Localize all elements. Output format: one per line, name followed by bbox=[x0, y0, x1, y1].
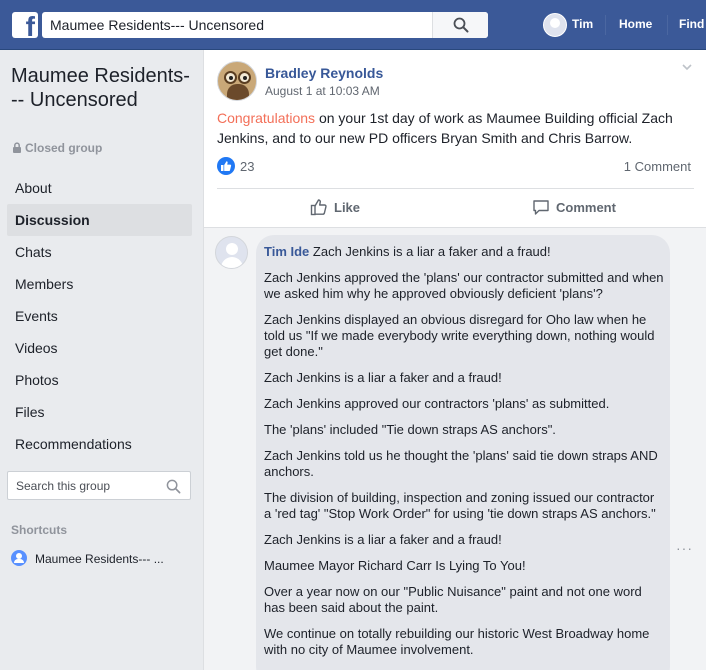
sidebar-item-events[interactable]: Events bbox=[15, 308, 58, 324]
comment-line: Zach Jenkins is a liar a faker and a fraud! bbox=[309, 244, 551, 259]
nav-profile-link[interactable]: Tim bbox=[572, 17, 594, 31]
comment-paragraph: Zach Jenkins approved the 'plans' our contractor submitted and when we asked him why he approved obviously deficient 'plans'? bbox=[264, 270, 664, 301]
comment-icon bbox=[532, 198, 550, 216]
nav-divider bbox=[667, 15, 668, 35]
chevron-down-icon[interactable] bbox=[681, 61, 693, 73]
search-icon[interactable] bbox=[166, 479, 181, 494]
comment-paragraph: Maumee Mayor Richard Carr Is Lying To You! bbox=[264, 558, 526, 573]
nav-home-link[interactable]: Home bbox=[619, 17, 653, 31]
comment-paragraph: Zach Jenkins is a liar a faker and a fraud! bbox=[264, 370, 502, 385]
search-icon bbox=[453, 17, 469, 33]
shortcut-label: Maumee Residents--- ... bbox=[35, 552, 164, 566]
sidebar-item-photos[interactable]: Photos bbox=[15, 372, 59, 388]
comment-paragraph: Zach Jenkins told us he thought the 'plans' said tie down straps AND anchors. bbox=[264, 448, 658, 479]
sidebar-item-chats[interactable]: Chats bbox=[15, 244, 52, 260]
nav-find-link[interactable]: Find bbox=[679, 17, 705, 31]
owl-body bbox=[227, 84, 249, 101]
owl-eye bbox=[238, 71, 251, 84]
owl-eye bbox=[224, 71, 237, 84]
group-privacy-label: Closed group bbox=[25, 141, 103, 155]
comment-paragraph: The division of building, inspection and zoning issued our contractor a 'red tag' "Stop Work Order" for using 'tie down straps AS anchors." bbox=[264, 490, 656, 521]
post-body bbox=[217, 108, 697, 148]
post-text: on your 1st day of work as Maumee Building official Zach Jenkins, and to our new PD officers Bryan Smith and Chris Barrow. bbox=[217, 110, 673, 146]
group-search-input[interactable] bbox=[7, 471, 191, 500]
group-search-placeholder: Search this group bbox=[16, 479, 111, 493]
comment-body bbox=[264, 244, 664, 668]
comment-paragraph: We continue on totally rebuilding our historic West Broadway home with no city of Maumee involvement. bbox=[264, 626, 650, 657]
group-privacy bbox=[12, 141, 102, 155]
nav-divider bbox=[605, 15, 606, 35]
sidebar-item-members[interactable]: Members bbox=[15, 276, 74, 292]
like-label: Like bbox=[334, 200, 361, 215]
facebook-logo-icon[interactable]: f bbox=[12, 12, 38, 38]
comment-count[interactable]: 1 Comment bbox=[623, 159, 691, 174]
sidebar-item-files[interactable]: Files bbox=[15, 404, 45, 420]
comment-paragraph: The 'plans' included "Tie down straps AS anchors". bbox=[264, 422, 556, 437]
group-title[interactable]: Maumee Residents--- Uncensored bbox=[11, 65, 190, 111]
user-avatar[interactable] bbox=[543, 13, 567, 37]
shortcut-group-link[interactable] bbox=[11, 550, 164, 566]
reaction-summary[interactable] bbox=[217, 157, 254, 175]
reaction-count: 23 bbox=[240, 159, 255, 174]
thumbs-up-icon bbox=[310, 198, 328, 216]
shortcuts-heading: Shortcuts bbox=[11, 523, 68, 537]
post-highlight: Congratulations bbox=[217, 110, 316, 126]
comment-paragraph: Zach Jenkins is a liar a faker and a fraud! bbox=[264, 532, 502, 547]
author-avatar[interactable] bbox=[217, 61, 257, 101]
comment-paragraph: Zach Jenkins approved our contractors 'plans' as submitted. bbox=[264, 396, 610, 411]
group-menu bbox=[7, 172, 192, 460]
more-options-icon[interactable]: ··· bbox=[676, 540, 693, 556]
like-button[interactable] bbox=[310, 198, 360, 218]
comment-author[interactable]: Tim Ide bbox=[264, 244, 310, 259]
comment-paragraph: Over a year now on our "Public Nuisance" paint and not one word has been said about the paint. bbox=[264, 584, 642, 615]
lock-icon bbox=[12, 142, 22, 153]
group-icon bbox=[11, 550, 27, 566]
sidebar-item-recommendations[interactable]: Recommendations bbox=[15, 436, 132, 452]
comments-section bbox=[204, 228, 706, 670]
like-reaction-icon bbox=[217, 157, 235, 175]
search-input[interactable] bbox=[42, 12, 488, 38]
divider bbox=[217, 188, 694, 189]
comment-paragraph: Zach Jenkins displayed an obvious disregard for Oho law when he told us "If we made everybody write everything down, nothing would get done." bbox=[264, 312, 655, 359]
comment-first-line bbox=[264, 244, 664, 260]
sidebar-item-about[interactable]: About bbox=[15, 180, 52, 196]
search-value[interactable]: Maumee Residents--- Uncensored bbox=[50, 17, 264, 33]
comment-label: Comment bbox=[556, 200, 616, 215]
top-navigation-bar bbox=[0, 0, 706, 50]
sidebar-item-discussion[interactable]: Discussion bbox=[7, 204, 192, 236]
search-button[interactable] bbox=[432, 12, 488, 38]
post-timestamp[interactable]: August 1 at 10:03 AM bbox=[265, 84, 380, 98]
comment-button[interactable] bbox=[532, 198, 616, 218]
post-author[interactable]: Bradley Reynolds bbox=[265, 65, 384, 81]
commenter-avatar[interactable] bbox=[215, 236, 248, 269]
post-card bbox=[203, 50, 706, 670]
sidebar-item-videos[interactable]: Videos bbox=[15, 340, 58, 356]
